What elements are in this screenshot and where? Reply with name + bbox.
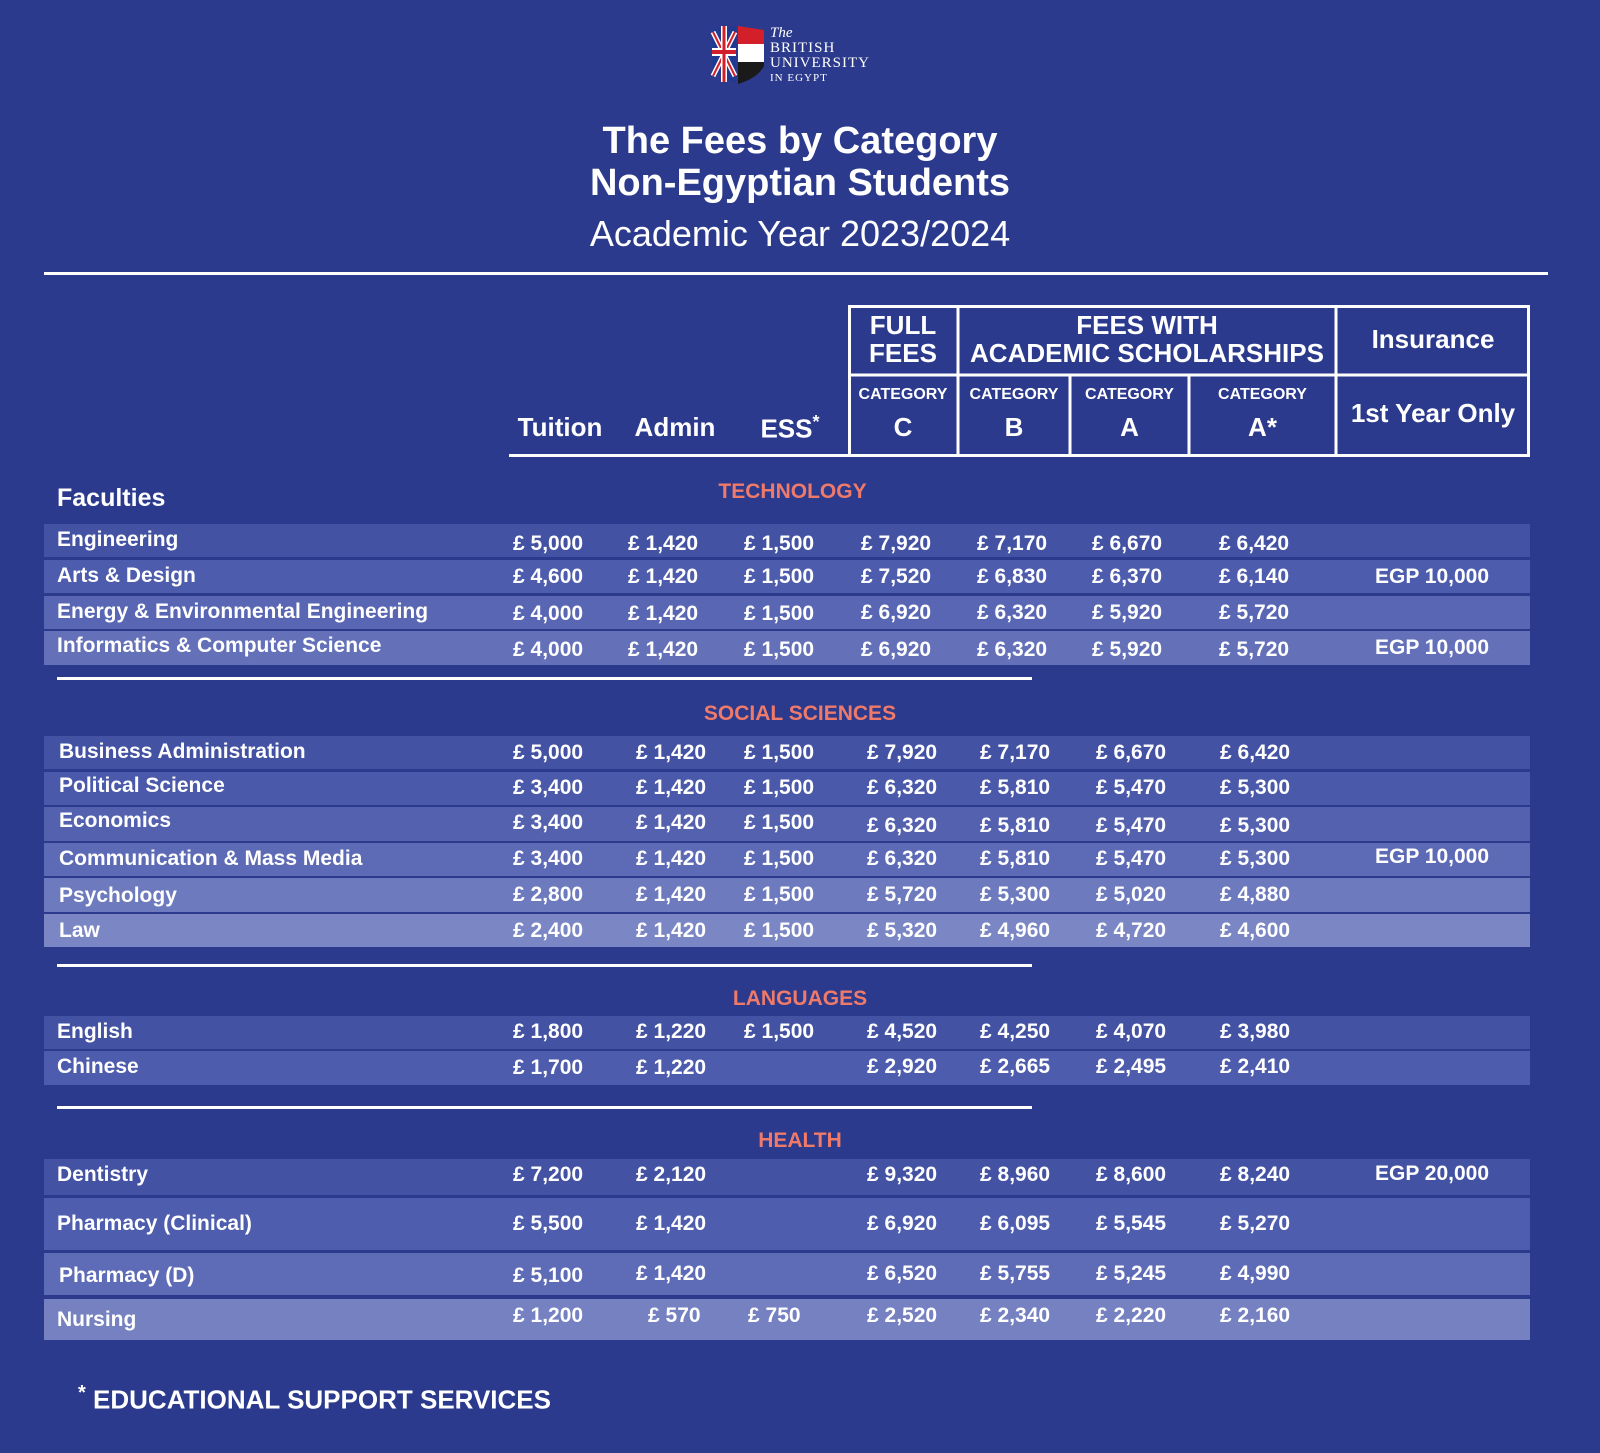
tuition-value: £ 5,500: [513, 1212, 584, 1235]
ess-value: £ 1,500: [744, 776, 815, 799]
cat-b-value: £ 8,960: [980, 1163, 1051, 1186]
cat-a: A: [1120, 412, 1139, 442]
admin-value: £ 1,420: [636, 1262, 707, 1285]
cat-a-value: £ 2,495: [1096, 1055, 1167, 1078]
table-row: [44, 1159, 1530, 1195]
admin-value: £ 570: [648, 1304, 701, 1327]
header-insurance: Insurance: [1371, 324, 1495, 354]
logo-line2: UNIVERSITY: [770, 55, 870, 71]
table-row: [44, 878, 1530, 912]
tuition-value: £ 3,400: [513, 776, 584, 799]
cat-c-value: £ 5,720: [867, 883, 938, 906]
cat-b-value: £ 5,810: [980, 847, 1051, 870]
cat-c-value: £ 2,520: [867, 1304, 938, 1327]
admin-value: £ 2,120: [636, 1163, 707, 1186]
faculty-name: Arts & Design: [57, 564, 196, 587]
col-ess-label: ESS: [760, 413, 813, 444]
faculty-name: Communication & Mass Media: [59, 847, 363, 870]
cat-astar: A*: [1248, 412, 1277, 442]
cat-b-value: £ 5,300: [980, 883, 1051, 906]
section-social-sciences: SOCIAL SCIENCES: [703, 702, 897, 725]
ess-value: £ 1,500: [744, 883, 815, 906]
cat-astar-value: £ 2,410: [1220, 1055, 1291, 1078]
cat-a-value: £ 2,220: [1096, 1304, 1167, 1327]
table-row: [44, 1253, 1530, 1295]
tuition-value: £ 1,200: [513, 1304, 584, 1327]
cat-astar-value: £ 5,720: [1219, 601, 1290, 624]
cat-astar-value: £ 8,240: [1220, 1163, 1291, 1186]
tuition-value: £ 4,600: [513, 565, 584, 588]
table-row: [44, 596, 1530, 629]
header-fees-with-scholarships: FEES WITH ACADEMIC SCHOLARSHIPS: [970, 310, 1324, 368]
title-divider: [44, 272, 1548, 275]
admin-value: £ 1,420: [636, 776, 707, 799]
cat-b-value: £ 5,755: [980, 1262, 1051, 1285]
cat-a-value: £ 5,470: [1096, 776, 1167, 799]
cat-a-value: £ 4,720: [1096, 919, 1167, 942]
cat-astar-value: £ 4,600: [1220, 919, 1291, 942]
faculty-name: Economics: [59, 809, 172, 832]
cat-a-value: £ 8,600: [1096, 1163, 1167, 1186]
page-subtitle: Non-Egyptian Students: [589, 162, 1011, 204]
faculty-name: Engineering: [57, 528, 179, 551]
cat-a-value: £ 5,020: [1096, 883, 1167, 906]
cat-a-value: £ 4,070: [1096, 1020, 1167, 1043]
admin-value: £ 1,420: [628, 602, 699, 625]
cat-b-value: £ 6,830: [977, 565, 1048, 588]
faculty-name: English: [57, 1020, 133, 1043]
admin-value: £ 1,420: [636, 919, 707, 942]
cat-a-value: £ 6,370: [1092, 565, 1163, 588]
insurance-value: EGP 10,000: [1375, 845, 1490, 868]
cat-b-value: £ 5,810: [980, 814, 1051, 837]
header-underline: [509, 454, 850, 457]
faculty-name: Political Science: [59, 774, 225, 797]
ess-value: £ 1,500: [744, 811, 815, 834]
cat-c-value: £ 6,320: [867, 847, 938, 870]
tuition-value: £ 3,400: [513, 811, 584, 834]
ess-value: £ 1,500: [744, 1020, 815, 1043]
table-row: [44, 807, 1530, 841]
tuition-value: £ 3,400: [513, 847, 584, 870]
cat-a-value: £ 6,670: [1092, 532, 1163, 555]
cat-a-value: £ 5,920: [1092, 601, 1163, 624]
cat-b: B: [1004, 412, 1024, 442]
faculty-name: Informatics & Computer Science: [57, 634, 382, 657]
section-health: HEALTH: [758, 1129, 842, 1152]
section-divider: [57, 1106, 1032, 1109]
cat-b-value: £ 2,340: [980, 1304, 1051, 1327]
admin-value: £ 1,420: [636, 811, 707, 834]
faculty-name: Pharmacy (D): [59, 1264, 195, 1287]
cat-c-value: £ 6,320: [867, 776, 938, 799]
logo-the: The: [770, 25, 793, 41]
tuition-value: £ 2,400: [513, 919, 584, 942]
cat-b-value: £ 7,170: [980, 741, 1051, 764]
ess-value: £ 1,500: [744, 532, 815, 555]
tuition-value: £ 1,800: [513, 1020, 584, 1043]
cat-b-value: £ 4,960: [980, 919, 1051, 942]
first-year-only: 1st Year Only: [1350, 398, 1516, 428]
cat-c-value: £ 5,320: [867, 919, 938, 942]
cat-c-value: £ 6,320: [867, 814, 938, 837]
academic-year: Academic Year 2023/2024: [589, 213, 1011, 254]
admin-value: £ 1,420: [628, 532, 699, 555]
university-logo: [710, 26, 890, 88]
cat-b-value: £ 6,320: [977, 638, 1048, 661]
cat-c-value: £ 6,920: [861, 601, 932, 624]
insurance-value: EGP 10,000: [1375, 565, 1490, 588]
cat-c-value: £ 4,520: [867, 1020, 938, 1043]
tuition-value: £ 4,000: [513, 638, 584, 661]
table-row: [44, 524, 1530, 557]
cat-c-value: £ 9,320: [867, 1163, 938, 1186]
cat-b-value: £ 7,170: [977, 532, 1048, 555]
cat-b-value: £ 6,320: [977, 601, 1048, 624]
tuition-value: £ 7,200: [513, 1163, 584, 1186]
col-ess: [745, 412, 835, 445]
cat-astar-value: £ 4,990: [1220, 1262, 1291, 1285]
cat-b-label: CATEGORY: [969, 386, 1059, 403]
footnote: [78, 1382, 551, 1416]
col-admin: Admin: [634, 412, 716, 442]
admin-value: £ 1,220: [636, 1020, 707, 1043]
table-row: [44, 1016, 1530, 1049]
cat-astar-value: £ 5,300: [1220, 814, 1291, 837]
cat-b-value: £ 5,810: [980, 776, 1051, 799]
logo-line3: IN EGYPT: [770, 72, 828, 84]
cat-astar-value: £ 5,720: [1219, 638, 1290, 661]
cat-c: C: [893, 412, 913, 442]
admin-value: £ 1,420: [636, 1212, 707, 1235]
col-ess-star: *: [812, 412, 820, 432]
col-tuition: Tuition: [517, 412, 603, 442]
cat-astar-value: £ 5,300: [1220, 847, 1291, 870]
ess-value: £ 1,500: [744, 847, 815, 870]
cat-c-value: £ 7,920: [861, 532, 932, 555]
admin-value: £ 1,420: [628, 565, 699, 588]
admin-value: £ 1,420: [636, 847, 707, 870]
cat-astar-value: £ 6,140: [1219, 565, 1290, 588]
cat-c-label: CATEGORY: [858, 386, 948, 403]
page-title: The Fees by Category: [602, 120, 998, 162]
faculty-name: Energy & Environmental Engineering: [57, 600, 429, 623]
cat-astar-value: £ 6,420: [1220, 741, 1291, 764]
footnote-star: *: [78, 1382, 86, 1404]
cat-astar-value: £ 4,880: [1220, 883, 1291, 906]
faculty-name: Chinese: [57, 1055, 139, 1078]
admin-value: £ 1,420: [636, 741, 707, 764]
cat-astar-label: CATEGORY: [1218, 386, 1307, 403]
faculty-name: Law: [59, 919, 100, 942]
admin-value: £ 1,420: [636, 883, 707, 906]
faculties-label: Faculties: [57, 484, 166, 512]
section-divider: [57, 964, 1032, 967]
cat-a-value: £ 5,920: [1092, 638, 1163, 661]
cat-b-value: £ 6,095: [980, 1212, 1051, 1235]
table-row: [44, 914, 1530, 947]
cat-c-value: £ 6,920: [867, 1212, 938, 1235]
section-technology: TECHNOLOGY: [718, 480, 867, 503]
table-row: [44, 1198, 1530, 1250]
cat-c-value: £ 6,520: [867, 1262, 938, 1285]
cat-astar-value: £ 6,420: [1219, 532, 1290, 555]
header-grid: [848, 305, 1530, 455]
cat-a-value: £ 5,545: [1096, 1212, 1167, 1235]
cat-a-value: £ 6,670: [1096, 741, 1167, 764]
faculty-name: Dentistry: [57, 1163, 149, 1186]
admin-value: £ 1,220: [636, 1056, 707, 1079]
tuition-value: £ 5,000: [513, 532, 584, 555]
ess-value: £ 1,500: [744, 919, 815, 942]
table-row: [44, 1051, 1530, 1085]
cat-c-value: £ 2,920: [867, 1055, 938, 1078]
cat-b-value: £ 4,250: [980, 1020, 1051, 1043]
table-row: [44, 843, 1530, 876]
ess-value: £ 1,500: [744, 565, 815, 588]
cat-a-value: £ 5,470: [1096, 847, 1167, 870]
table-row: [44, 631, 1530, 665]
table-row: [44, 560, 1530, 593]
header-full-fees: FULL FEES: [869, 310, 937, 368]
faculty-name: Pharmacy (Clinical): [57, 1212, 252, 1235]
section-languages: LANGUAGES: [732, 987, 868, 1010]
admin-value: £ 1,420: [628, 638, 699, 661]
ess-value: £ 1,500: [744, 602, 815, 625]
insurance-value: EGP 20,000: [1375, 1162, 1490, 1185]
cat-b-value: £ 2,665: [980, 1055, 1051, 1078]
faculty-name: Psychology: [59, 884, 177, 907]
cat-astar-value: £ 2,160: [1220, 1304, 1291, 1327]
cat-astar-value: £ 5,300: [1220, 776, 1291, 799]
faculty-name: Nursing: [57, 1308, 137, 1331]
insurance-value: EGP 10,000: [1375, 636, 1490, 659]
ess-value: £ 750: [748, 1304, 801, 1327]
tuition-value: £ 5,000: [513, 741, 584, 764]
ess-value: £ 1,500: [744, 638, 815, 661]
cat-a-value: £ 5,245: [1096, 1262, 1167, 1285]
cat-c-value: £ 7,520: [861, 565, 932, 588]
cat-a-label: CATEGORY: [1085, 386, 1174, 403]
table-row: [44, 772, 1530, 805]
shield-logo-icon: [710, 26, 766, 86]
faculty-name: Business Administration: [59, 740, 306, 763]
tuition-value: £ 4,000: [513, 602, 584, 625]
cat-astar-value: £ 3,980: [1220, 1020, 1291, 1043]
cat-a-value: £ 5,470: [1096, 814, 1167, 837]
table-row: [44, 1299, 1530, 1340]
ess-value: £ 1,500: [744, 741, 815, 764]
cat-c-value: £ 7,920: [867, 741, 938, 764]
footnote-text: EDUCATIONAL SUPPORT SERVICES: [93, 1384, 551, 1415]
cat-c-value: £ 6,920: [861, 638, 932, 661]
table-row: [44, 736, 1530, 769]
cat-astar-value: £ 5,270: [1220, 1212, 1291, 1235]
section-divider: [57, 677, 1032, 680]
tuition-value: £ 5,100: [513, 1264, 584, 1287]
logo-line1: BRITISH: [770, 40, 836, 56]
tuition-value: £ 1,700: [513, 1056, 584, 1079]
tuition-value: £ 2,800: [513, 883, 584, 906]
